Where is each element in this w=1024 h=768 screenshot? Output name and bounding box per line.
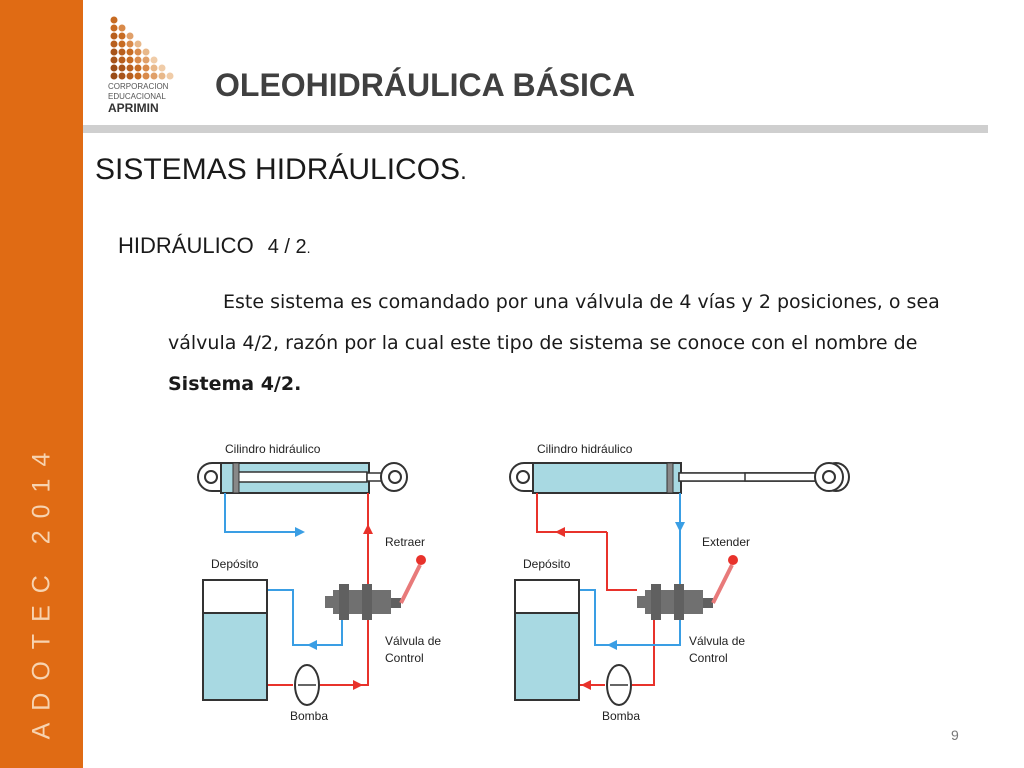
page-title: OLEOHIDRÁULICA BÁSICA (215, 67, 636, 103)
header-divider (83, 125, 988, 133)
subsection-period: . (306, 240, 311, 256)
action-label: Extender (702, 535, 751, 549)
reservoir-tank (203, 580, 267, 700)
section-title-text: SISTEMAS HIDRÁULICOS (95, 153, 461, 186)
subsection-number: 4 / 2 (267, 236, 307, 258)
valve-label-1: Válvula de (689, 634, 746, 648)
cylinder-label: Cilindro hidráulico (537, 442, 633, 456)
pressure-line (537, 493, 607, 532)
return-line-2 (577, 590, 637, 645)
pump-label: Bomba (602, 709, 641, 723)
return-line (225, 493, 295, 532)
diagram-retract (195, 430, 442, 730)
left-sidebar (0, 0, 83, 768)
valve-label-1: Válvula de (385, 634, 442, 648)
subsection-title (118, 233, 311, 259)
paragraph-text: Este sistema es comandado por una válvula de 4 vías y 2 posiciones, o sea válvula 4/2, razón por la cual este tipo de sistema se conoce con el nombre de (168, 291, 940, 354)
flow-arrow-blue (675, 522, 685, 532)
logo-line-2: EDUCACIONAL (108, 92, 166, 101)
flow-arrow-red-2 (353, 680, 363, 690)
hydraulic-cylinder (198, 463, 407, 493)
section-title-period: . (460, 158, 467, 185)
pump-label: Bomba (290, 709, 329, 723)
paragraph-bold: Sistema 4/2. (168, 373, 302, 395)
flow-arrow-blue (295, 527, 305, 537)
pressure-line-3 (632, 613, 654, 685)
tank-label: Depósito (211, 557, 259, 571)
flow-arrow-blue-2 (607, 640, 617, 650)
description-paragraph (168, 282, 968, 405)
logo-dot-pattern (111, 17, 174, 80)
sidebar-vertical-text: ADOTEC 2014 (27, 440, 56, 740)
logo-line-3: APRIMIN (108, 101, 159, 115)
section-title (95, 153, 467, 187)
extended-rod (745, 455, 845, 505)
tank-label: Depósito (523, 557, 571, 571)
pump (607, 665, 631, 705)
diagram-extend (507, 430, 751, 730)
page-number: 9 (951, 727, 959, 743)
logo-line-1: CORPORACION (108, 82, 169, 91)
subsection-label: HIDRÁULICO (118, 233, 254, 258)
return-line-3 (310, 613, 342, 645)
flow-arrow-red (363, 524, 373, 534)
pump (295, 665, 319, 705)
return-line-2 (265, 590, 325, 645)
pressure-line-2 (607, 532, 637, 590)
flow-arrow-red-2 (581, 680, 591, 690)
cylinder-label: Cilindro hidráulico (225, 442, 321, 456)
action-label: Retraer (385, 535, 426, 549)
control-valve (637, 555, 738, 620)
flow-arrow-red (555, 527, 565, 537)
control-valve (325, 555, 426, 620)
reservoir-tank (515, 580, 579, 700)
valve-label-2: Control (689, 651, 728, 665)
valve-label-2: Control (385, 651, 424, 665)
flow-arrow-blue-2 (307, 640, 317, 650)
pressure-line-2 (320, 613, 368, 685)
